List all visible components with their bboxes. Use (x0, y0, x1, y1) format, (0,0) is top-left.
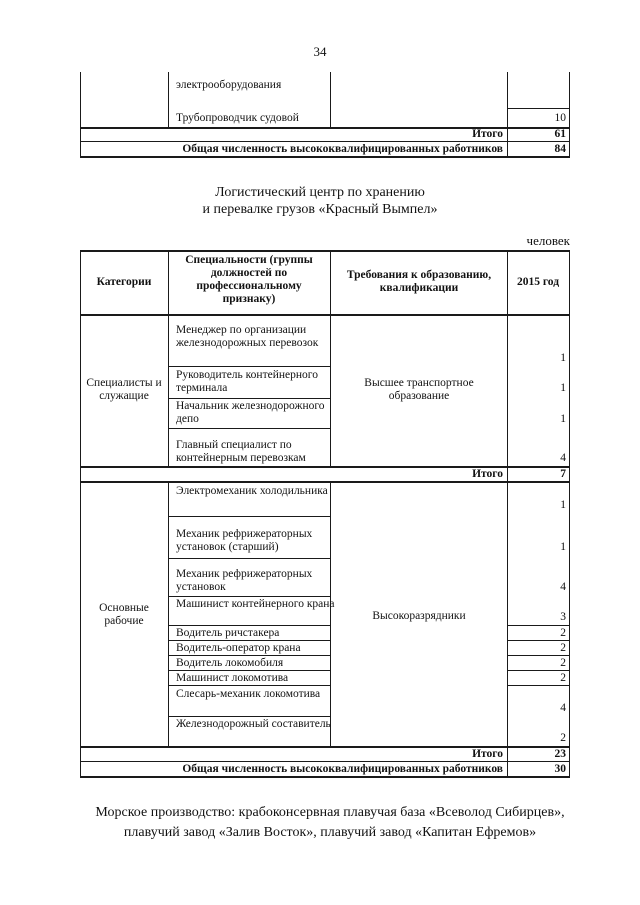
table-border (330, 250, 331, 466)
grand-total-label: Общая численность высококвалифицированных работников (182, 763, 503, 775)
row-divider (507, 670, 569, 671)
row-divider (168, 685, 330, 686)
header-specialty: Специальности (группы должностей по профессиональному признаку) (185, 254, 313, 305)
count-cell: 1 (560, 352, 566, 364)
row-divider (168, 670, 330, 671)
row-divider (168, 516, 330, 517)
count-cell: 1 (560, 382, 566, 394)
row-divider (168, 640, 330, 641)
table-border (80, 481, 570, 483)
table-border (507, 250, 508, 777)
specialty-cell: Механик рефрижераторных установок (176, 568, 313, 593)
count-cell: 4 (560, 702, 566, 714)
table-border (168, 482, 169, 747)
total-value: 23 (554, 748, 566, 760)
header-year: 2015 год (516, 276, 560, 288)
requirement-cell: Высокоразрядники (372, 610, 466, 622)
specialty-cell: Менеджер по организации железнодорожных перевозок (176, 324, 319, 349)
table-border (80, 776, 570, 778)
count-cell: 2 (560, 642, 566, 654)
table-border (569, 72, 570, 158)
row-divider (507, 655, 569, 656)
count-cell: 1 (560, 541, 566, 553)
specialty-cell: Машинист локомотива (176, 672, 289, 684)
specialty-cell: Электромеханик холодильника (176, 485, 328, 497)
row-divider (168, 558, 330, 559)
table-border (569, 250, 570, 777)
specialty-cell: Начальник железнодорожного депо (176, 400, 325, 425)
section-title-line2: и перевалке грузов «Красный Вымпел» (202, 202, 438, 217)
specialty-cell: Водитель-оператор крана (176, 642, 301, 654)
specialty-cell: Трубопроводчик судовой (176, 112, 299, 124)
specialty-cell: Главный специалист по контейнерным перевозкам (176, 439, 306, 464)
row-divider (507, 625, 569, 626)
count-cell: 2 (560, 732, 566, 744)
table-border (80, 72, 81, 158)
row-divider (507, 640, 569, 641)
table-border (80, 761, 570, 762)
table-border (507, 72, 508, 158)
row-divider (168, 428, 330, 429)
total-value: 61 (554, 128, 566, 140)
table-border (80, 250, 570, 252)
table-border (80, 314, 570, 316)
count-cell: 1 (560, 499, 566, 511)
table-border (168, 72, 169, 128)
row-divider (168, 366, 330, 367)
header-requirements: Требования к образованию, квалификации (346, 269, 492, 294)
count-cell: 4 (560, 581, 566, 593)
category-cell: Основные рабочие (99, 602, 149, 627)
specialty-cell: Руководитель контейнерного терминала (176, 369, 318, 394)
units-label: человек (526, 233, 570, 248)
count-cell: 4 (560, 452, 566, 464)
count-cell: 2 (560, 657, 566, 669)
table-border (507, 108, 569, 109)
row-divider (168, 398, 330, 399)
header-category: Категории (96, 276, 152, 288)
page-number: 34 (313, 44, 327, 59)
table-border (330, 482, 331, 747)
specialty-cell: Механик рефрижераторных установок (старший) (176, 528, 313, 553)
grand-total-value: 84 (554, 143, 566, 155)
grand-total-value: 30 (554, 763, 566, 775)
footer-line1: Морское производство: крабоконсервная плавучая база «Всеволод Сибирцев», (95, 805, 565, 820)
category-cell: Специалисты и служащие (86, 377, 162, 402)
count-cell: 2 (560, 672, 566, 684)
requirement-cell: Высшее транспортное образование (364, 377, 474, 402)
count-cell: 2 (560, 627, 566, 639)
grand-total-label: Общая численность высококвалифицированных работников (182, 143, 503, 155)
total-label: Итого (472, 128, 503, 140)
row-divider (168, 596, 330, 597)
table-border (80, 156, 570, 158)
table-border (168, 250, 169, 466)
total-value: 7 (560, 468, 566, 480)
total-label: Итого (472, 748, 503, 760)
footer-line2: плавучий завод «Залив Восток», плавучий завод «Капитан Ефремов» (123, 825, 537, 840)
section-title-line1: Логистический центр по хранению (215, 185, 425, 200)
row-divider (168, 625, 330, 626)
total-label: Итого (472, 468, 503, 480)
row-divider (507, 685, 569, 686)
count-cell: 10 (554, 112, 566, 124)
specialty-cell: Машинист контейнерного крана (176, 598, 335, 610)
row-divider (168, 716, 330, 717)
specialty-cell: Слесарь-механик локомотива (176, 688, 321, 700)
row-divider (168, 655, 330, 656)
count-cell: 1 (560, 413, 566, 425)
table-border (80, 250, 81, 777)
count-cell: 3 (560, 611, 566, 623)
specialty-cell: Водитель локомобиля (176, 657, 284, 669)
table-border (80, 141, 570, 142)
specialty-cell: Железнодорожный составитель (176, 718, 331, 730)
specialty-cell: электрооборудования (176, 79, 282, 91)
specialty-cell: Водитель ричстакера (176, 627, 280, 639)
